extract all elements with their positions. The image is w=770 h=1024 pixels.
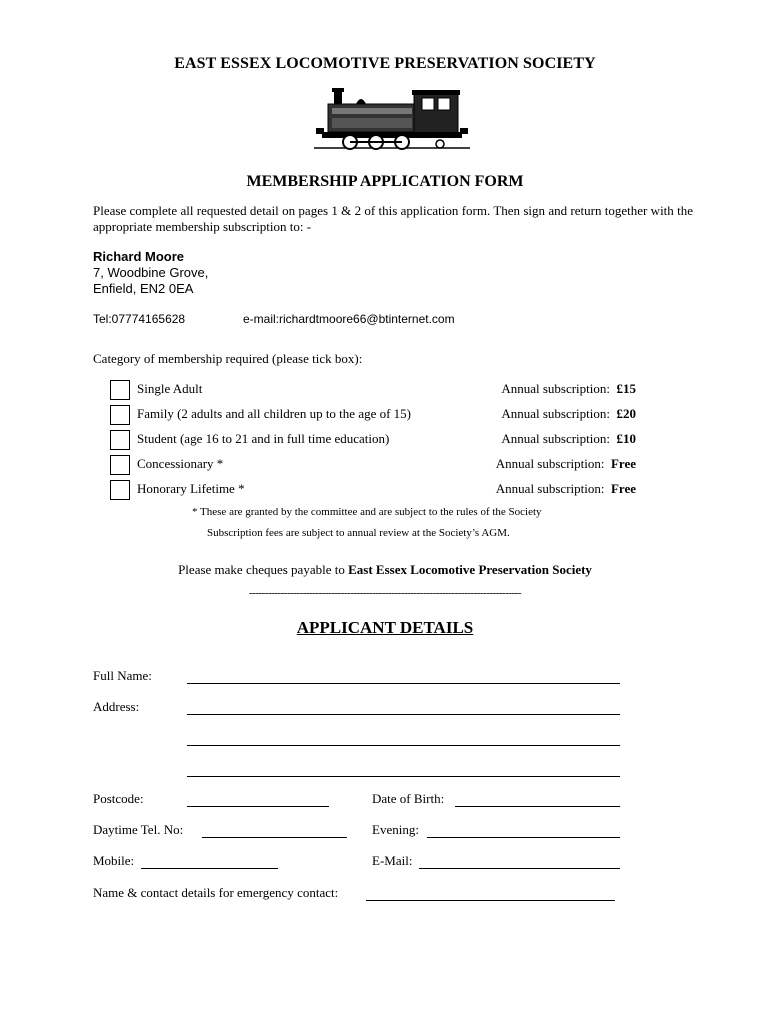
mobile-field[interactable]	[141, 868, 278, 869]
contact-telephone: Tel:07774165628	[93, 312, 186, 326]
contact-address-line1: 7, Woodbine Grove,	[93, 265, 209, 280]
full-name-field[interactable]	[187, 683, 620, 684]
address-field-line3[interactable]	[187, 776, 620, 777]
membership-option-concessionary	[110, 455, 636, 475]
postcode-label: Postcode:	[93, 791, 144, 806]
membership-option-student	[110, 430, 636, 450]
full-name-label: Full Name:	[93, 668, 152, 683]
membership-category-heading: Category of membership required (please tick box):	[93, 351, 363, 366]
cheque-payee: East Essex Locomotive Preservation Society	[348, 562, 592, 577]
fee-review-note: Subscription fees are subject to annual review at the Society’s AGM.	[207, 527, 510, 539]
option-fee: Annual subscription: Free	[495, 456, 636, 471]
committee-note: * These are granted by the committee and are subject to the rules of the Society	[192, 506, 542, 518]
option-fee: Annual subscription: £15	[501, 381, 636, 396]
tick-box[interactable]	[110, 455, 130, 475]
address-field-line1[interactable]	[187, 714, 620, 715]
applicant-details-heading: APPLICANT DETAILS	[296, 618, 474, 637]
option-label: Family (2 adults and all children up to the age of 15)	[137, 406, 412, 421]
form-title: MEMBERSHIP APPLICATION FORM	[246, 173, 524, 190]
tick-box[interactable]	[110, 405, 130, 425]
daytime-tel-label: Daytime Tel. No:	[93, 822, 184, 837]
membership-option-single-adult	[110, 380, 636, 400]
daytime-tel-field[interactable]	[202, 837, 347, 838]
section-divider: --------------------------------------------------------------------------------------	[248, 587, 522, 599]
intro-text: Please complete all requested detail on pages 1 & 2 of this application form. Then sign and return together with the appropriate membership subscription to: -	[93, 203, 693, 234]
membership-option-honorary-lifetime	[110, 480, 636, 500]
contact-email: e-mail:richardtmoore66@btinternet.com	[243, 312, 455, 326]
mobile-label: Mobile:	[93, 853, 135, 868]
option-label: Concessionary *	[137, 456, 224, 471]
contact-address-line2: Enfield, EN2 0EA	[93, 281, 194, 296]
date-of-birth-field[interactable]	[455, 806, 620, 807]
option-label: Honorary Lifetime *	[137, 481, 245, 496]
emergency-contact-field[interactable]	[366, 900, 615, 901]
option-label: Student (age 16 to 21 and in full time education)	[137, 431, 390, 446]
tick-box[interactable]	[110, 380, 130, 400]
cheque-instruction: Please make cheques payable to East Essex Locomotive Preservation Society	[178, 562, 592, 577]
option-fee: Annual subscription: Free	[495, 481, 636, 496]
email-label: E-Mail:	[372, 853, 413, 868]
address-label: Address:	[93, 699, 140, 714]
date-of-birth-label: Date of Birth:	[372, 791, 445, 806]
option-label: Single Adult	[137, 381, 203, 396]
evening-tel-field[interactable]	[427, 837, 620, 838]
society-title: EAST ESSEX LOCOMOTIVE PRESERVATION SOCIETY	[174, 55, 596, 72]
tick-box[interactable]	[110, 480, 130, 500]
membership-option-family	[110, 405, 636, 425]
email-field[interactable]	[419, 868, 620, 869]
contact-name: Richard Moore	[93, 249, 185, 264]
locomotive-illustration	[314, 84, 470, 156]
option-fee: Annual subscription: £10	[501, 431, 636, 446]
emergency-contact-label: Name & contact details for emergency contact:	[93, 885, 339, 900]
address-field-line2[interactable]	[187, 745, 620, 746]
postcode-field[interactable]	[187, 806, 329, 807]
option-fee: Annual subscription: £20	[501, 406, 636, 421]
tick-box[interactable]	[110, 430, 130, 450]
evening-tel-label: Evening:	[372, 822, 419, 837]
